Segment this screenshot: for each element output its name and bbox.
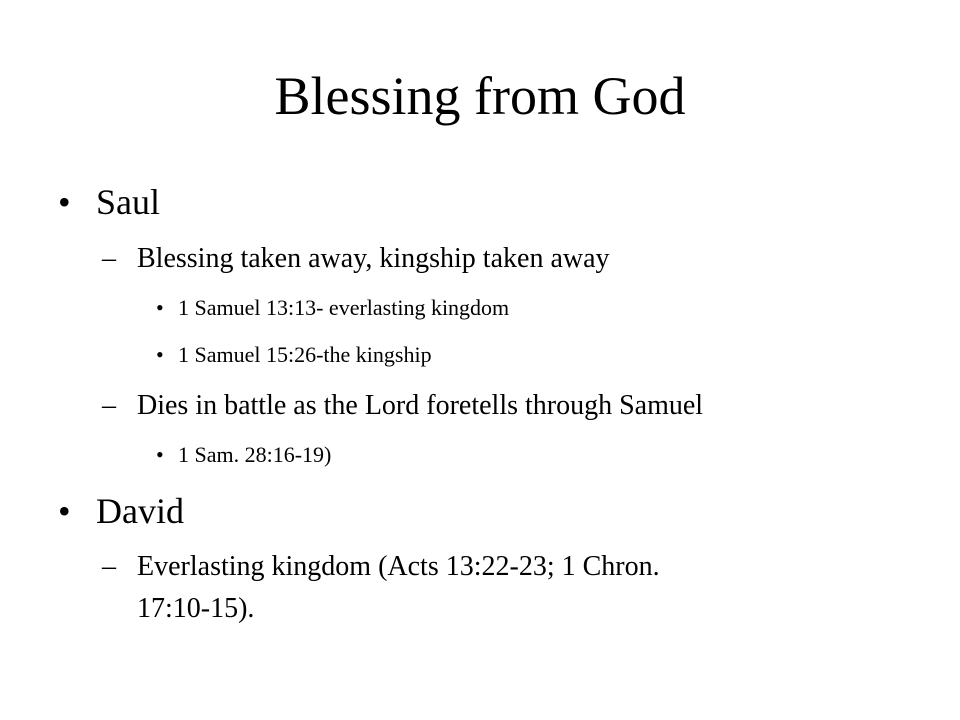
bullet-dot-small: • [156,442,164,467]
section-heading-david: David [96,491,184,531]
bullet-dash: – [102,551,116,582]
saul-item-1: Blessing taken away, kingship taken away [137,243,610,274]
bullet-dot: • [58,491,71,531]
section-heading-saul: Saul [96,182,161,222]
saul-item-2-sub-1: 1 Sam. 28:16-19) [178,442,332,467]
bullet-dash: – [102,390,116,421]
saul-item-1-sub-2: 1 Samuel 15:26-the kingship [178,342,432,367]
bullet-dot-small: • [156,342,164,367]
bullet-dot: • [58,182,71,222]
saul-item-1-sub-1: 1 Samuel 13:13- everlasting kingdom [178,295,510,320]
bullet-dash: – [102,243,116,274]
david-item-1-line-2: 17:10-15). [137,593,255,624]
slide-title: Blessing from God [274,66,686,126]
saul-item-2: Dies in battle as the Lord foretells through Samuel [137,390,704,421]
david-item-1-line-1: Everlasting kingdom (Acts 13:22-23; 1 Chron. [137,551,660,582]
bullet-dot-small: • [156,295,164,320]
